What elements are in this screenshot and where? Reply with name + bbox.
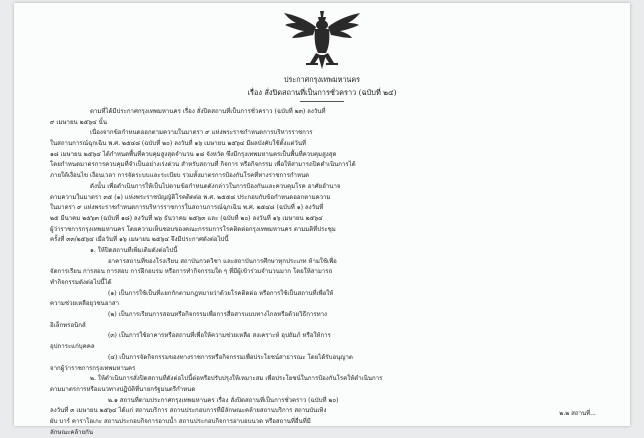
agency-heading: ประกาศกรุงเทพมหานคร bbox=[284, 75, 360, 84]
body-line: ผับ บาร์ คาราโอเกะ สถานประกอบกิจการอาบน้ำ สถานประกอบกิจการอาบอบนวด หรือสถานที่อื่นที่มี bbox=[50, 417, 311, 425]
body-line: ๑. ให้ปิดสถานที่เพิ่มเติมดังต่อไปนี้ bbox=[90, 246, 178, 254]
body-line: ตามมาตรการหรือแนวทางปฏิบัติที่นายกรัฐมนตรีกำหนด bbox=[50, 385, 196, 393]
body-line: เนื่องจากข้อกำหนดออกตามความในมาตรา ๙ แห่งพระราชกำหนดการบริหารราชการ bbox=[90, 129, 313, 137]
body-line: อิเล็กทรอนิกส์ bbox=[50, 321, 86, 329]
subject-heading: เรื่อง สั่งปิดสถานที่เป็นการชั่วคราว (ฉบับที่ ๒๔) bbox=[247, 88, 397, 97]
body-line: ลงวันที่ ๓ เมษายน ๒๕๖๔ ได้แก่ สถานบริการ สถานประกอบการที่มีลักษณะคล้ายสถานบริการ สถานบันเทิง bbox=[50, 407, 327, 415]
body-line: (๒) เป็นการเรียนการสอนหรือกิจกรรมเพื่อการสื่อสารแบบทางไกลหรือด้วยวิธีการทาง bbox=[108, 311, 328, 319]
body-line: (๓) เป็นการใช้อาคารหรือสถานที่เพื่อให้ความช่วยเหลือ สงเคราะห์ อุปถัมภ์ หรือให้การ bbox=[108, 332, 331, 340]
garuda-emblem-icon bbox=[282, 9, 362, 71]
body-line: ภายใต้เงื่อนไข เงื่อนเวลา การจัดระบบและระเบียบ รวมทั้งมาตรการป้องกันโรคที่ทางราชการกำหนด bbox=[50, 172, 310, 180]
body-line: ครั้งที่ ๓๓/๒๕๖๔ เมื่อวันที่ ๑๖ เมษายน ๒๕๖๔ จึงมีประกาศดังต่อไปนี้ bbox=[50, 236, 229, 244]
body-line: ความช่วยเหลือยุวชนอาสา bbox=[50, 300, 120, 308]
body-line: จากผู้ว่าราชการกรุงเทพมหานคร bbox=[50, 364, 136, 372]
body-line: ตามความในมาตรา ๓๕ (๑) แห่งพระราชบัญญัติโรคติดต่อ พ.ศ. ๒๕๕๘ ประกอบกับข้อกำหนดออกตามความ bbox=[50, 193, 331, 201]
body-line: ตามที่ได้มีประกาศกรุงเทพมหานคร เรื่อง สั่งปิดสถานที่เป็นการชั่วคราว (ฉบับที่ ๒๓) ลงวันที่ bbox=[90, 108, 326, 115]
body-line: ๙ เมษายน ๒๕๖๔ นั้น bbox=[50, 118, 107, 126]
announcement-body bbox=[50, 107, 610, 438]
body-line: ๒. ให้ดำเนินการสั่งปิดสถานที่ดังต่อไปนี้ต่อหรือปรับปรุงให้เหมาะสม เพื่อประโยชน์ในการป้องกันโรคให้ดำเนินการ bbox=[90, 375, 383, 383]
body-line: (๑) เป็นการใช้เป็นที่แยกกักตามกฎหมายว่าด้วยโรคติดต่อ หรือการใช้เป็นสถานที่เพื่อให้ bbox=[108, 289, 334, 297]
body-line: ทำกิจกรรมดังต่อไปนี้ได้ bbox=[50, 279, 112, 286]
body-line: ๒๕ มีนาคม ๒๕๖๓ (ฉบับที่ ๑๘) ลงวันที่ ๒๖ ธันวาคม ๒๕๖๓ และ (ฉบับที่ ๒๐) ลงวันที่ ๑๖ เมษายน ๒๕๖๔ bbox=[50, 214, 323, 222]
heading-divider bbox=[300, 101, 344, 102]
body-line: ๒.๑ สถานที่ตามประกาศกรุงเทพมหานคร เรื่อง สั่งปิดสถานที่เป็นการชั่วคราว (ฉบับที่ ๒๐) bbox=[108, 396, 339, 404]
document-page bbox=[14, 3, 630, 436]
continuation-marker: ๒.๒ สถานที่... bbox=[559, 410, 596, 417]
body-line: ดังนั้น เพื่อดำเนินการให้เป็นไปตามข้อกำหนดดังกล่าวในการป้องกันและควบคุมโรค อาศัยอำนาจ bbox=[90, 182, 341, 190]
body-line: ผู้ว่าราชการกรุงเทพมหานคร โดยความเห็นชอบของคณะกรรมการโรคติดต่อกรุงเทพมหานคร ตามมติที่ประชุม bbox=[50, 225, 336, 233]
body-line: ๑๘ เมษายน ๒๕๖๔ ได้กำหนดพื้นที่ควบคุมสูงสุดจำนวน ๑๘ จังหวัด ซึ่งมีกรุงเทพมหานครเป็นพื้นที่ควบคุมสูงสุด bbox=[50, 150, 337, 158]
body-line: อาคารสถานที่ของโรงเรียน สถาบันกวดวิชา และสถาบันการศึกษาทุกประเภท ห้ามใช้เพื่อ bbox=[108, 257, 337, 265]
body-line: ลักษณะคล้ายกัน bbox=[50, 428, 94, 436]
body-line: อุปการะแก่บุคคล bbox=[50, 343, 95, 351]
body-line: (๔) เป็นการจัดกิจกรรมของทางราชการหรือกิจกรรมเพื่อประโยชน์สาธารณะ โดยได้รับอนุญาต bbox=[108, 353, 353, 361]
body-line: ในสถานการณ์ฉุกเฉิน พ.ศ. ๒๕๔๘ (ฉบับที่ ๒๐) ลงวันที่ ๑๖ เมษายน ๒๕๖๔ มีผลบังคับใช้ตั้งแต่วันที่ bbox=[50, 140, 307, 148]
body-line: โดยกำหนดมาตรการควบคุมที่จำเป็นอย่างเร่งด่วน สำหรับสถานที่ กิจการ หรือกิจกรรม เพื่อให้สามารถปิดดำเนินการได้ bbox=[50, 161, 356, 169]
body-line: ในมาตรา ๙ แห่งพระราชกำหนดการบริหารราชการในสถานการณ์ฉุกเฉิน พ.ศ. ๒๕๔๘ (ฉบับที่ ๑) ลงวันที่ bbox=[50, 204, 324, 212]
body-line: จัดการเรียน การสอน การสอบ การฝึกอบรม หรือการทำกิจกรรมใด ๆ ที่มีผู้เข้าร่วมจำนวนมาก โดยให้สามารถ bbox=[50, 268, 333, 276]
